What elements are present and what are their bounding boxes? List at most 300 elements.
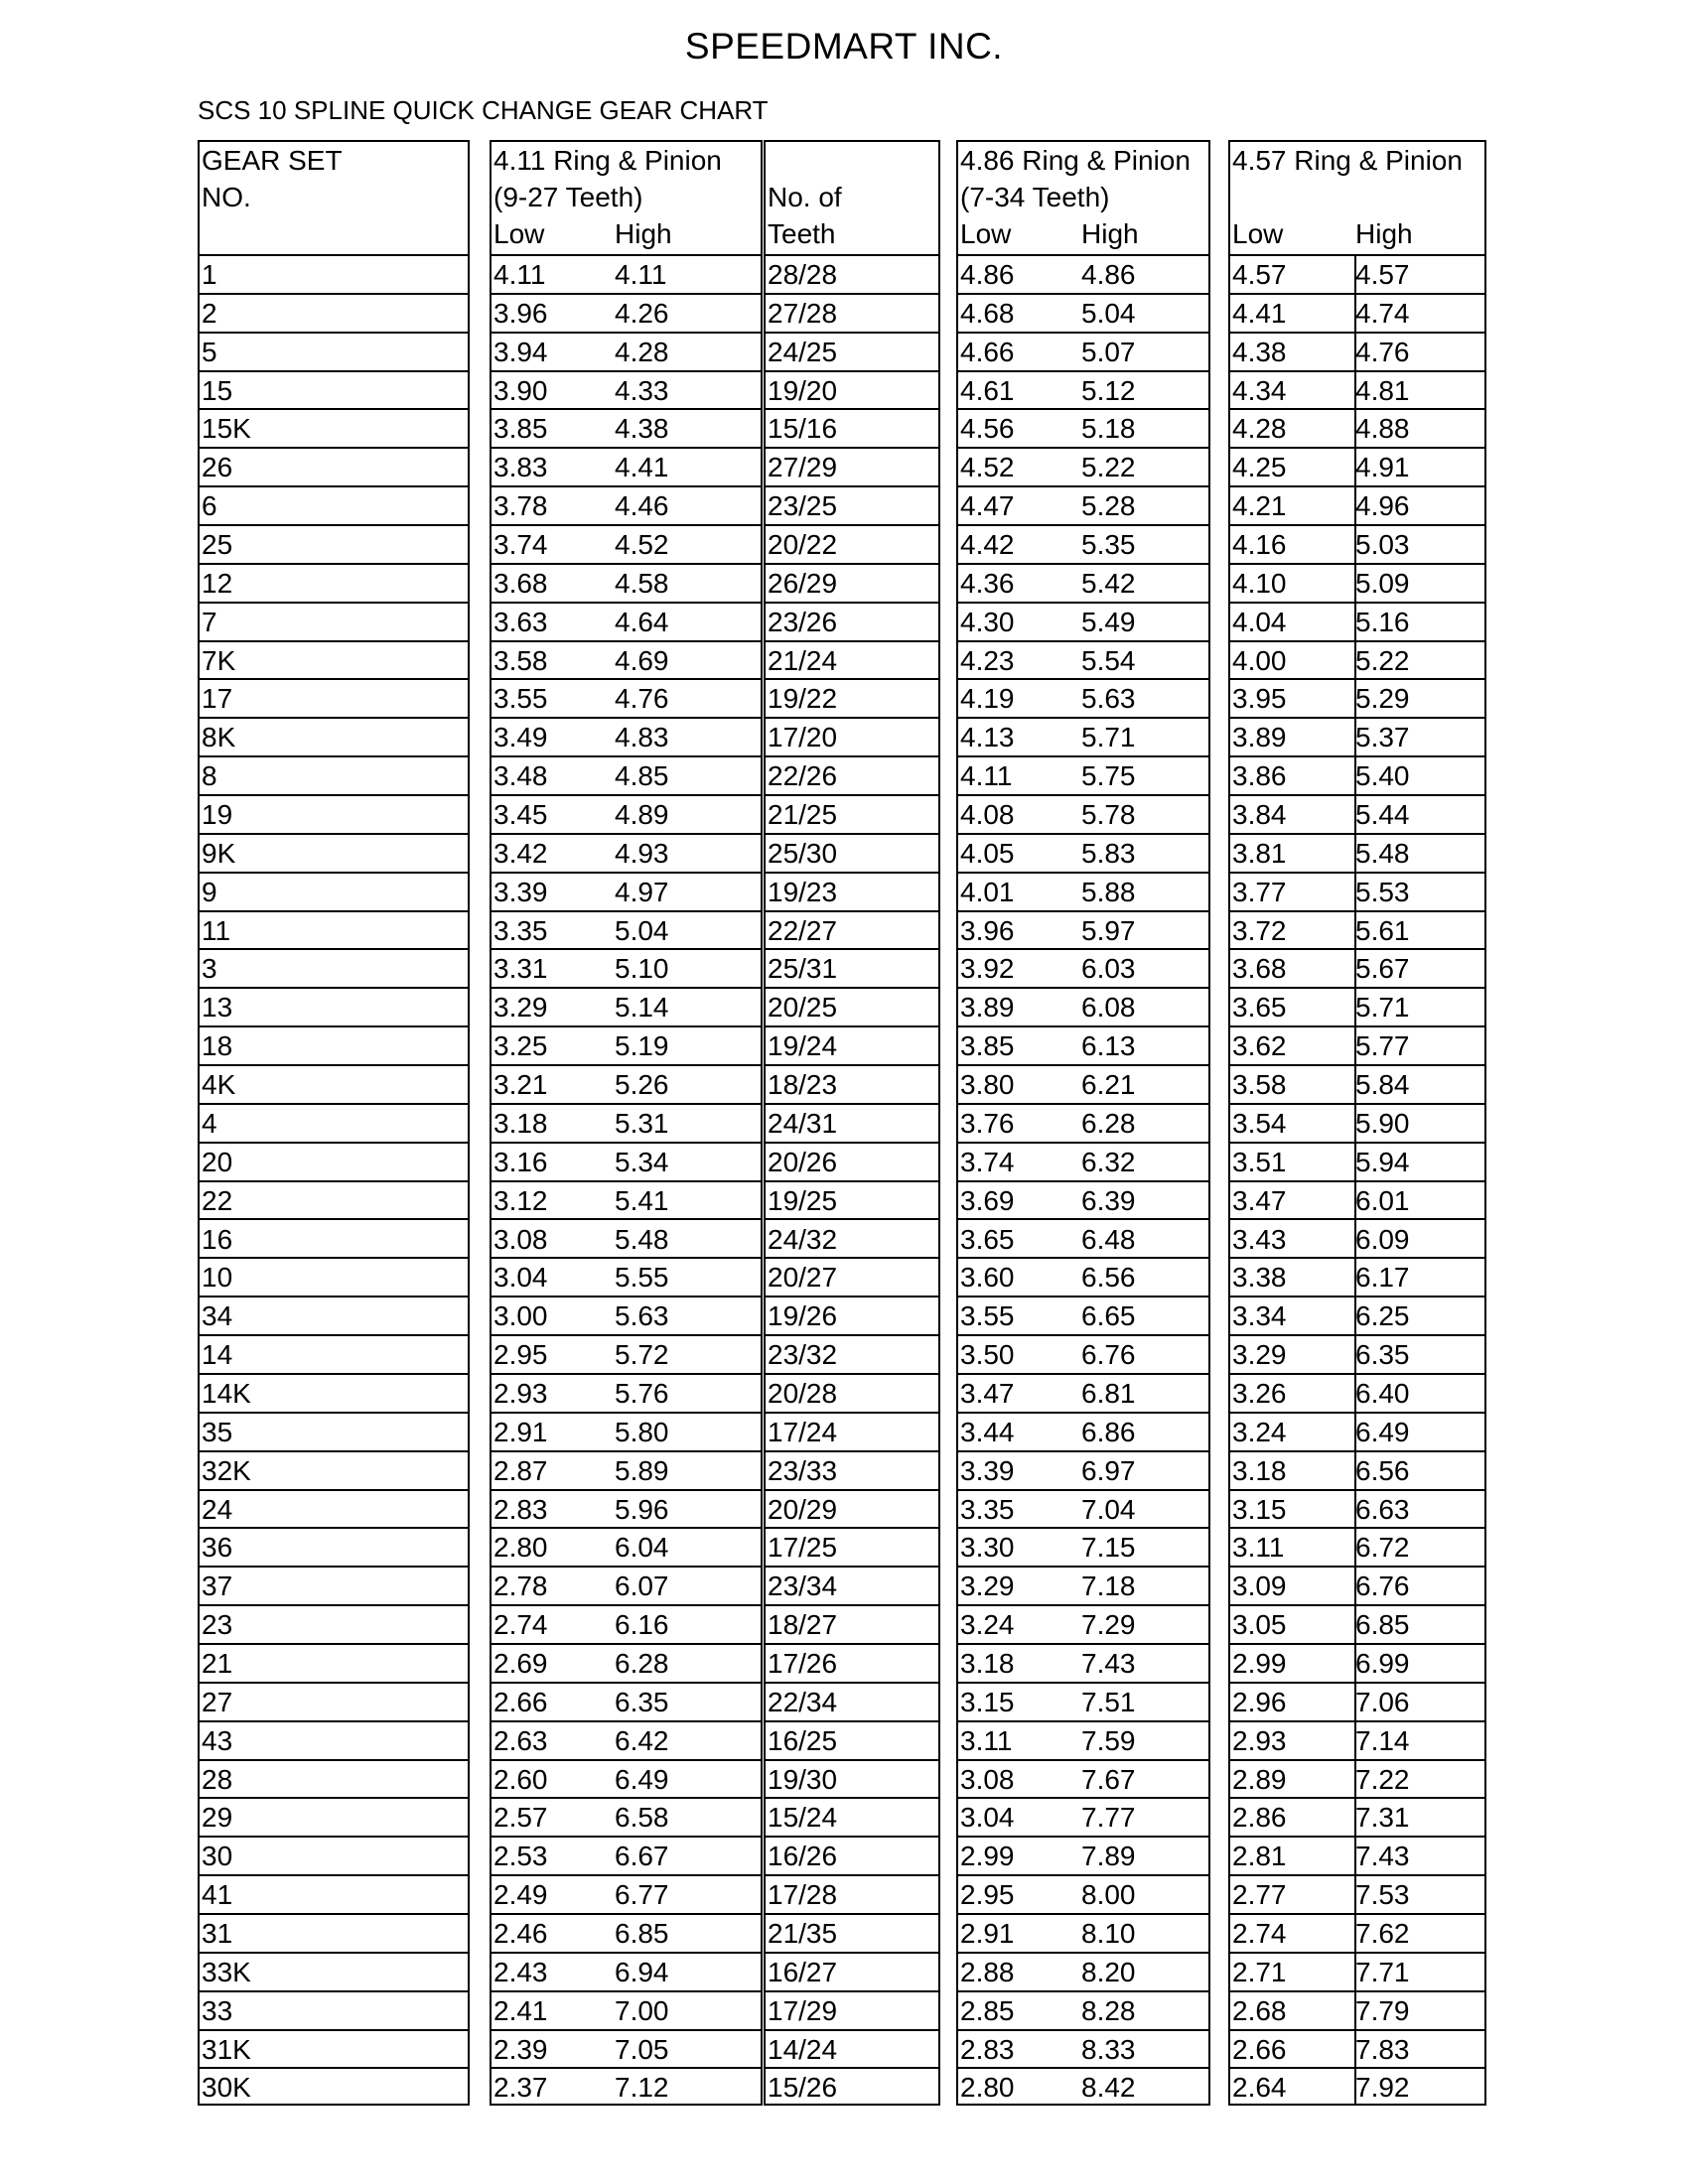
ratio-411-low: 2.83 (493, 1493, 548, 1525)
ratio-486-high: 7.77 (1081, 1802, 1136, 1834)
ratio-411-low: 2.46 (493, 1917, 548, 1949)
ratio-411-low: 2.91 (493, 1416, 548, 1447)
ratio-457-low: 3.24 (1232, 1416, 1287, 1447)
ratio-411-high: 4.97 (615, 876, 669, 907)
table-row (492, 1336, 761, 1375)
table-row (492, 1259, 761, 1297)
gear-set-no: 34 (202, 1300, 233, 1332)
table-row (1230, 642, 1484, 681)
teeth-count: 19/23 (768, 876, 838, 907)
table-row (492, 912, 761, 951)
table-row (200, 1838, 468, 1876)
ratio-411-low: 2.74 (493, 1609, 548, 1641)
ratio-411-low: 2.57 (493, 1802, 548, 1834)
table-row (492, 449, 761, 487)
teeth-count: 16/27 (768, 1956, 838, 1987)
table-row (1230, 1838, 1484, 1876)
teeth-count: 19/22 (768, 683, 838, 715)
ratio-486-high: 8.33 (1081, 2033, 1136, 2065)
ratio-457-low: 2.99 (1232, 1647, 1287, 1679)
table-row (492, 526, 761, 565)
ratio-411-high: 4.89 (615, 799, 669, 831)
ratio-411-high: 4.83 (615, 722, 669, 753)
ratio-457-high: 6.40 (1355, 1377, 1410, 1409)
table-row (958, 1221, 1208, 1260)
table-row (492, 1992, 761, 2031)
ratio-486-high: 6.86 (1081, 1416, 1136, 1447)
ratio-411-low: 2.60 (493, 1763, 548, 1795)
table-row (766, 1645, 938, 1684)
table-row (492, 1066, 761, 1105)
table-row (1230, 1491, 1484, 1530)
table-row (766, 1414, 938, 1452)
ratio-486-low: 3.18 (960, 1647, 1015, 1679)
table-row (200, 410, 468, 449)
ratio-411-high: 6.58 (615, 1802, 669, 1834)
table-row (200, 1761, 468, 1800)
table-row (958, 565, 1208, 604)
ratio-457-low: 4.00 (1232, 644, 1287, 676)
table-row (958, 1761, 1208, 1800)
table-row (1230, 410, 1484, 449)
gear-set-no: 9 (202, 876, 217, 907)
ratio-411-low: 3.08 (493, 1223, 548, 1255)
table-row (492, 2031, 761, 2070)
ratio-486-low: 2.99 (960, 1841, 1015, 1872)
teeth-count: 18/23 (768, 1069, 838, 1101)
ratio-457-low: 4.10 (1232, 567, 1287, 599)
ratio-411-low: 3.18 (493, 1107, 548, 1139)
table-row (766, 912, 938, 951)
teeth-count: 27/29 (768, 452, 838, 483)
ratio-457-high: 5.84 (1355, 1069, 1410, 1101)
ratio-457-high: 7.83 (1355, 2033, 1410, 2065)
ratio-457-high: 5.22 (1355, 644, 1410, 676)
ratio-486-high: 6.56 (1081, 1262, 1136, 1294)
table-row (1230, 1992, 1484, 2031)
ratio-457-low: 3.84 (1232, 799, 1287, 831)
table-row (958, 1297, 1208, 1336)
gear-set-no: 19 (202, 799, 233, 831)
table-row (958, 1105, 1208, 1144)
teeth-count: 21/24 (768, 644, 838, 676)
table-row (958, 642, 1208, 681)
table-row (958, 1799, 1208, 1838)
gear-set-no: 13 (202, 992, 233, 1024)
ratio-411-high: 4.46 (615, 490, 669, 522)
teeth-count: 27/28 (768, 297, 838, 329)
ratio-486-high: 5.97 (1081, 914, 1136, 946)
teeth-count: 20/25 (768, 992, 838, 1024)
ratio-457-low: 2.86 (1232, 1802, 1287, 1834)
table-row (766, 989, 938, 1027)
ratio-486-low: 4.08 (960, 799, 1015, 831)
table-row (200, 642, 468, 681)
ratio-411-high: 5.04 (615, 914, 669, 946)
ratio-411-high: 5.31 (615, 1107, 669, 1139)
ratio-411-high: 7.00 (615, 1994, 669, 2026)
ratio-457-low: 3.95 (1232, 683, 1287, 715)
table-row (492, 1915, 761, 1954)
ratio-457-high: 7.62 (1355, 1917, 1410, 1949)
ratio-411-low: 3.12 (493, 1184, 548, 1216)
table-row (958, 1144, 1208, 1182)
ratio-486-high: 8.00 (1081, 1879, 1136, 1911)
ratio-486-low: 2.80 (960, 2072, 1015, 2104)
ratio-486-high: 7.51 (1081, 1686, 1136, 1717)
ratio-486-high: 5.42 (1081, 567, 1136, 599)
ratio-411-low: 3.48 (493, 760, 548, 792)
ratio-457-high: 7.79 (1355, 1994, 1410, 2026)
ratio-457-low: 3.58 (1232, 1069, 1287, 1101)
ratio-486-low: 3.76 (960, 1107, 1015, 1139)
teeth-count: 19/25 (768, 1184, 838, 1216)
table-row (958, 334, 1208, 372)
teeth-count: 21/25 (768, 799, 838, 831)
table-row (958, 719, 1208, 757)
ratio-486-low: 3.29 (960, 1570, 1015, 1602)
ratio-411-high: 7.05 (615, 2033, 669, 2065)
ratio-457-low: 3.05 (1232, 1609, 1287, 1641)
gear-set-no: 31K (202, 2033, 251, 2065)
table-row (1230, 295, 1484, 334)
table-row (200, 526, 468, 565)
ratio-411-high: 4.26 (615, 297, 669, 329)
table-row (492, 487, 761, 526)
ratio-411-low: 3.49 (493, 722, 548, 753)
ratio-411-low: 3.78 (493, 490, 548, 522)
ratio-411-low: 2.39 (493, 2033, 548, 2065)
gear-set-no: 28 (202, 1763, 233, 1795)
ratio-411-low: 2.53 (493, 1841, 548, 1872)
gear-set-no: 30K (202, 2072, 251, 2104)
ratio-486-high: 6.65 (1081, 1300, 1136, 1332)
ratio-457-high: 5.37 (1355, 722, 1410, 753)
gear-set-no: 31 (202, 1917, 233, 1949)
table-row (200, 680, 468, 719)
table-row (492, 950, 761, 989)
table-row (1230, 912, 1484, 951)
header-486-high: High (1081, 218, 1139, 249)
ratio-457-high: 5.48 (1355, 837, 1410, 869)
ratio-457-low: 3.65 (1232, 992, 1287, 1024)
ratio-486-low: 4.56 (960, 413, 1015, 445)
table-row (1230, 1105, 1484, 1144)
ratio-486-low: 3.85 (960, 1030, 1015, 1062)
table-row (766, 1529, 938, 1568)
table-row (958, 835, 1208, 874)
table-row (200, 1027, 468, 1066)
table-row (766, 1761, 938, 1800)
ratio-486-high: 5.35 (1081, 529, 1136, 561)
table-row (492, 719, 761, 757)
ratio-411-high: 5.19 (615, 1030, 669, 1062)
teeth-count: 23/34 (768, 1570, 838, 1602)
table-row (958, 526, 1208, 565)
ratio-486-low: 3.35 (960, 1493, 1015, 1525)
gear-set-no: 36 (202, 1532, 233, 1564)
table-row (492, 1221, 761, 1260)
table-row (766, 642, 938, 681)
ratio-411-low: 3.21 (493, 1069, 548, 1101)
table-row (958, 487, 1208, 526)
gear-set-column (198, 140, 470, 2106)
table-row (766, 1568, 938, 1606)
table-row (1230, 449, 1484, 487)
table-row (200, 1876, 468, 1915)
table-row (1230, 1297, 1484, 1336)
ratio-411-high: 6.04 (615, 1532, 669, 1564)
table-row (200, 757, 468, 796)
ratio-486-low: 4.36 (960, 567, 1015, 599)
table-row (1230, 1645, 1484, 1684)
ratio-411-low: 4.11 (493, 259, 546, 290)
table-row (1230, 1722, 1484, 1761)
ratio-486-high: 5.88 (1081, 876, 1136, 907)
ratio-411-low: 2.37 (493, 2072, 548, 2104)
table-row (1230, 565, 1484, 604)
ratio-457-high: 7.92 (1355, 2072, 1410, 2104)
table-row (200, 1954, 468, 1992)
ratio-486-low: 2.95 (960, 1879, 1015, 1911)
ratio-486-high: 4.86 (1081, 259, 1136, 290)
table-row (200, 372, 468, 411)
table-row (958, 1259, 1208, 1297)
ratio-411-low: 3.74 (493, 529, 548, 561)
gear-set-no: 10 (202, 1262, 233, 1294)
table-row (766, 410, 938, 449)
table-row (1230, 256, 1484, 295)
ring-411-column (490, 140, 763, 2106)
ratio-486-high: 5.49 (1081, 606, 1136, 637)
gear-set-no: 14 (202, 1339, 233, 1371)
ratio-486-low: 3.24 (960, 1609, 1015, 1641)
ratio-457-low: 4.21 (1232, 490, 1287, 522)
ratio-486-high: 5.07 (1081, 336, 1136, 367)
teeth-count: 17/20 (768, 722, 838, 753)
ratio-486-high: 6.03 (1081, 953, 1136, 985)
gear-set-no: 4 (202, 1107, 217, 1139)
ratio-411-high: 5.48 (615, 1223, 669, 1255)
table-row (492, 680, 761, 719)
table-row (1230, 1568, 1484, 1606)
table-row (200, 1606, 468, 1645)
ratio-486-low: 3.39 (960, 1454, 1015, 1486)
ratio-457-high: 6.56 (1355, 1454, 1410, 1486)
ratio-486-low: 3.74 (960, 1146, 1015, 1177)
table-row (766, 1375, 938, 1414)
table-row (1230, 1452, 1484, 1491)
table-row (766, 1606, 938, 1645)
table-row (958, 912, 1208, 951)
table-row (958, 256, 1208, 295)
table-row (766, 874, 938, 912)
ratio-486-low: 4.66 (960, 336, 1015, 367)
table-row (492, 256, 761, 295)
ratio-457-low: 3.11 (1232, 1532, 1285, 1564)
table-row (1230, 1876, 1484, 1915)
table-row (200, 1799, 468, 1838)
teeth-count: 16/26 (768, 1841, 838, 1872)
gear-set-no: 7 (202, 606, 217, 637)
table-row (766, 604, 938, 642)
ratio-457-low: 2.89 (1232, 1763, 1287, 1795)
ratio-457-low: 3.29 (1232, 1339, 1287, 1371)
table-row (1230, 950, 1484, 989)
teeth-count: 17/26 (768, 1647, 838, 1679)
table-row (1230, 1336, 1484, 1375)
ratio-457-high: 6.01 (1355, 1184, 1410, 1216)
ratio-411-low: 3.29 (493, 992, 548, 1024)
table-row (492, 1876, 761, 1915)
ratio-486-high: 5.04 (1081, 297, 1136, 329)
ratio-411-low: 3.04 (493, 1262, 548, 1294)
ring-411-header (492, 142, 761, 256)
ratio-457-low: 4.28 (1232, 413, 1287, 445)
ratio-457-low: 3.86 (1232, 760, 1287, 792)
gear-set-no: 7K (202, 644, 236, 676)
table-row (1230, 334, 1484, 372)
gear-set-no: 11 (202, 914, 231, 946)
ratio-411-low: 2.80 (493, 1532, 548, 1564)
table-row (1230, 1915, 1484, 1954)
ratio-486-high: 5.71 (1081, 722, 1136, 753)
table-row (200, 1414, 468, 1452)
table-row (200, 334, 468, 372)
table-row (492, 1529, 761, 1568)
teeth-count: 23/33 (768, 1454, 838, 1486)
header-486-teeth: (7-34 Teeth) (960, 182, 1110, 212)
ratio-457-high: 7.06 (1355, 1686, 1410, 1717)
table-row (766, 719, 938, 757)
ratio-457-low: 2.74 (1232, 1917, 1287, 1949)
ratio-486-low: 3.80 (960, 1069, 1015, 1101)
ratio-411-high: 4.69 (615, 644, 669, 676)
teeth-count: 19/26 (768, 1300, 838, 1332)
table-row (1230, 1259, 1484, 1297)
table-row (958, 295, 1208, 334)
ratio-411-low: 3.31 (493, 953, 548, 985)
ratio-411-high: 7.12 (615, 2072, 669, 2104)
table-row (492, 1414, 761, 1452)
ratio-457-low: 4.34 (1232, 374, 1287, 406)
ring-457-column (1228, 140, 1486, 2106)
ratio-411-low: 3.39 (493, 876, 548, 907)
ratio-457-high: 5.53 (1355, 876, 1410, 907)
table-row (1230, 1529, 1484, 1568)
table-row (200, 295, 468, 334)
ratio-457-low: 2.96 (1232, 1686, 1287, 1717)
ratio-486-high: 7.43 (1081, 1647, 1136, 1679)
table-row (958, 410, 1208, 449)
table-row (766, 1144, 938, 1182)
table-row (492, 1027, 761, 1066)
table-row (1230, 1954, 1484, 1992)
table-row (200, 989, 468, 1027)
ratio-457-high: 5.09 (1355, 567, 1410, 599)
ratio-457-low: 3.72 (1232, 914, 1287, 946)
teeth-count: 17/29 (768, 1994, 838, 2026)
table-row (766, 796, 938, 835)
ratio-486-low: 2.88 (960, 1956, 1015, 1987)
ratio-486-low: 3.08 (960, 1763, 1015, 1795)
table-row (492, 1954, 761, 1992)
gear-set-no: 29 (202, 1802, 233, 1834)
header-411-title: 4.11 Ring & Pinion (493, 145, 722, 176)
table-row (766, 1105, 938, 1144)
ratio-457-high: 6.49 (1355, 1416, 1410, 1447)
ratio-457-low: 4.57 (1232, 259, 1287, 290)
table-row (200, 796, 468, 835)
ratio-457-high: 6.85 (1355, 1609, 1410, 1641)
ratio-457-low: 3.89 (1232, 722, 1287, 753)
ratio-411-high: 6.49 (615, 1763, 669, 1795)
table-row (200, 719, 468, 757)
teeth-count: 17/28 (768, 1879, 838, 1911)
ratio-457-high: 6.76 (1355, 1570, 1410, 1602)
table-row (958, 1491, 1208, 1530)
table-row (958, 1529, 1208, 1568)
ratio-411-low: 3.83 (493, 452, 548, 483)
table-row (766, 1297, 938, 1336)
ratio-457-high: 5.29 (1355, 683, 1410, 715)
gear-set-no: 15K (202, 413, 251, 445)
ratio-457-low: 4.38 (1232, 336, 1287, 367)
gear-set-no: 23 (202, 1609, 233, 1641)
ratio-411-high: 6.94 (615, 1956, 669, 1987)
gear-set-no: 6 (202, 490, 217, 522)
teeth-count: 17/24 (768, 1416, 838, 1447)
header-411-high: High (615, 218, 672, 249)
teeth-count: 23/26 (768, 606, 838, 637)
ratio-457-high: 7.43 (1355, 1841, 1410, 1872)
table-row (766, 256, 938, 295)
header-457-title: 4.57 Ring & Pinion (1232, 145, 1463, 176)
gear-set-no: 1 (202, 259, 217, 290)
ratio-457-high: 5.03 (1355, 529, 1410, 561)
teeth-count: 15/26 (768, 2072, 838, 2104)
ratio-486-high: 5.63 (1081, 683, 1136, 715)
ratio-411-high: 6.42 (615, 1724, 669, 1756)
ratio-411-high: 5.34 (615, 1146, 669, 1177)
table-row (200, 835, 468, 874)
table-row (200, 1375, 468, 1414)
ratio-457-high: 4.91 (1355, 452, 1410, 483)
ratio-486-high: 6.21 (1081, 1069, 1136, 1101)
ratio-457-low: 3.54 (1232, 1107, 1287, 1139)
ratio-411-high: 4.93 (615, 837, 669, 869)
table-row (958, 1876, 1208, 1915)
ratio-486-low: 4.11 (960, 760, 1013, 792)
ratio-486-high: 7.18 (1081, 1570, 1136, 1602)
header-457-high: High (1355, 218, 1413, 249)
ratio-486-high: 6.28 (1081, 1107, 1136, 1139)
gear-set-no: 25 (202, 529, 233, 561)
teeth-count: 20/28 (768, 1377, 838, 1409)
ratio-486-high: 5.28 (1081, 490, 1136, 522)
table-row (200, 1568, 468, 1606)
ratio-486-low: 3.55 (960, 1300, 1015, 1332)
table-row (1230, 1066, 1484, 1105)
teeth-count: 18/27 (768, 1609, 838, 1641)
ratio-457-low: 2.93 (1232, 1724, 1287, 1756)
ratio-457-low: 2.66 (1232, 2033, 1287, 2065)
ratio-457-high: 7.14 (1355, 1724, 1410, 1756)
gear-set-no: 43 (202, 1724, 233, 1756)
gear-set-no: 9K (202, 837, 236, 869)
ratio-411-low: 3.68 (493, 567, 548, 599)
ratio-457-low: 4.04 (1232, 606, 1287, 637)
